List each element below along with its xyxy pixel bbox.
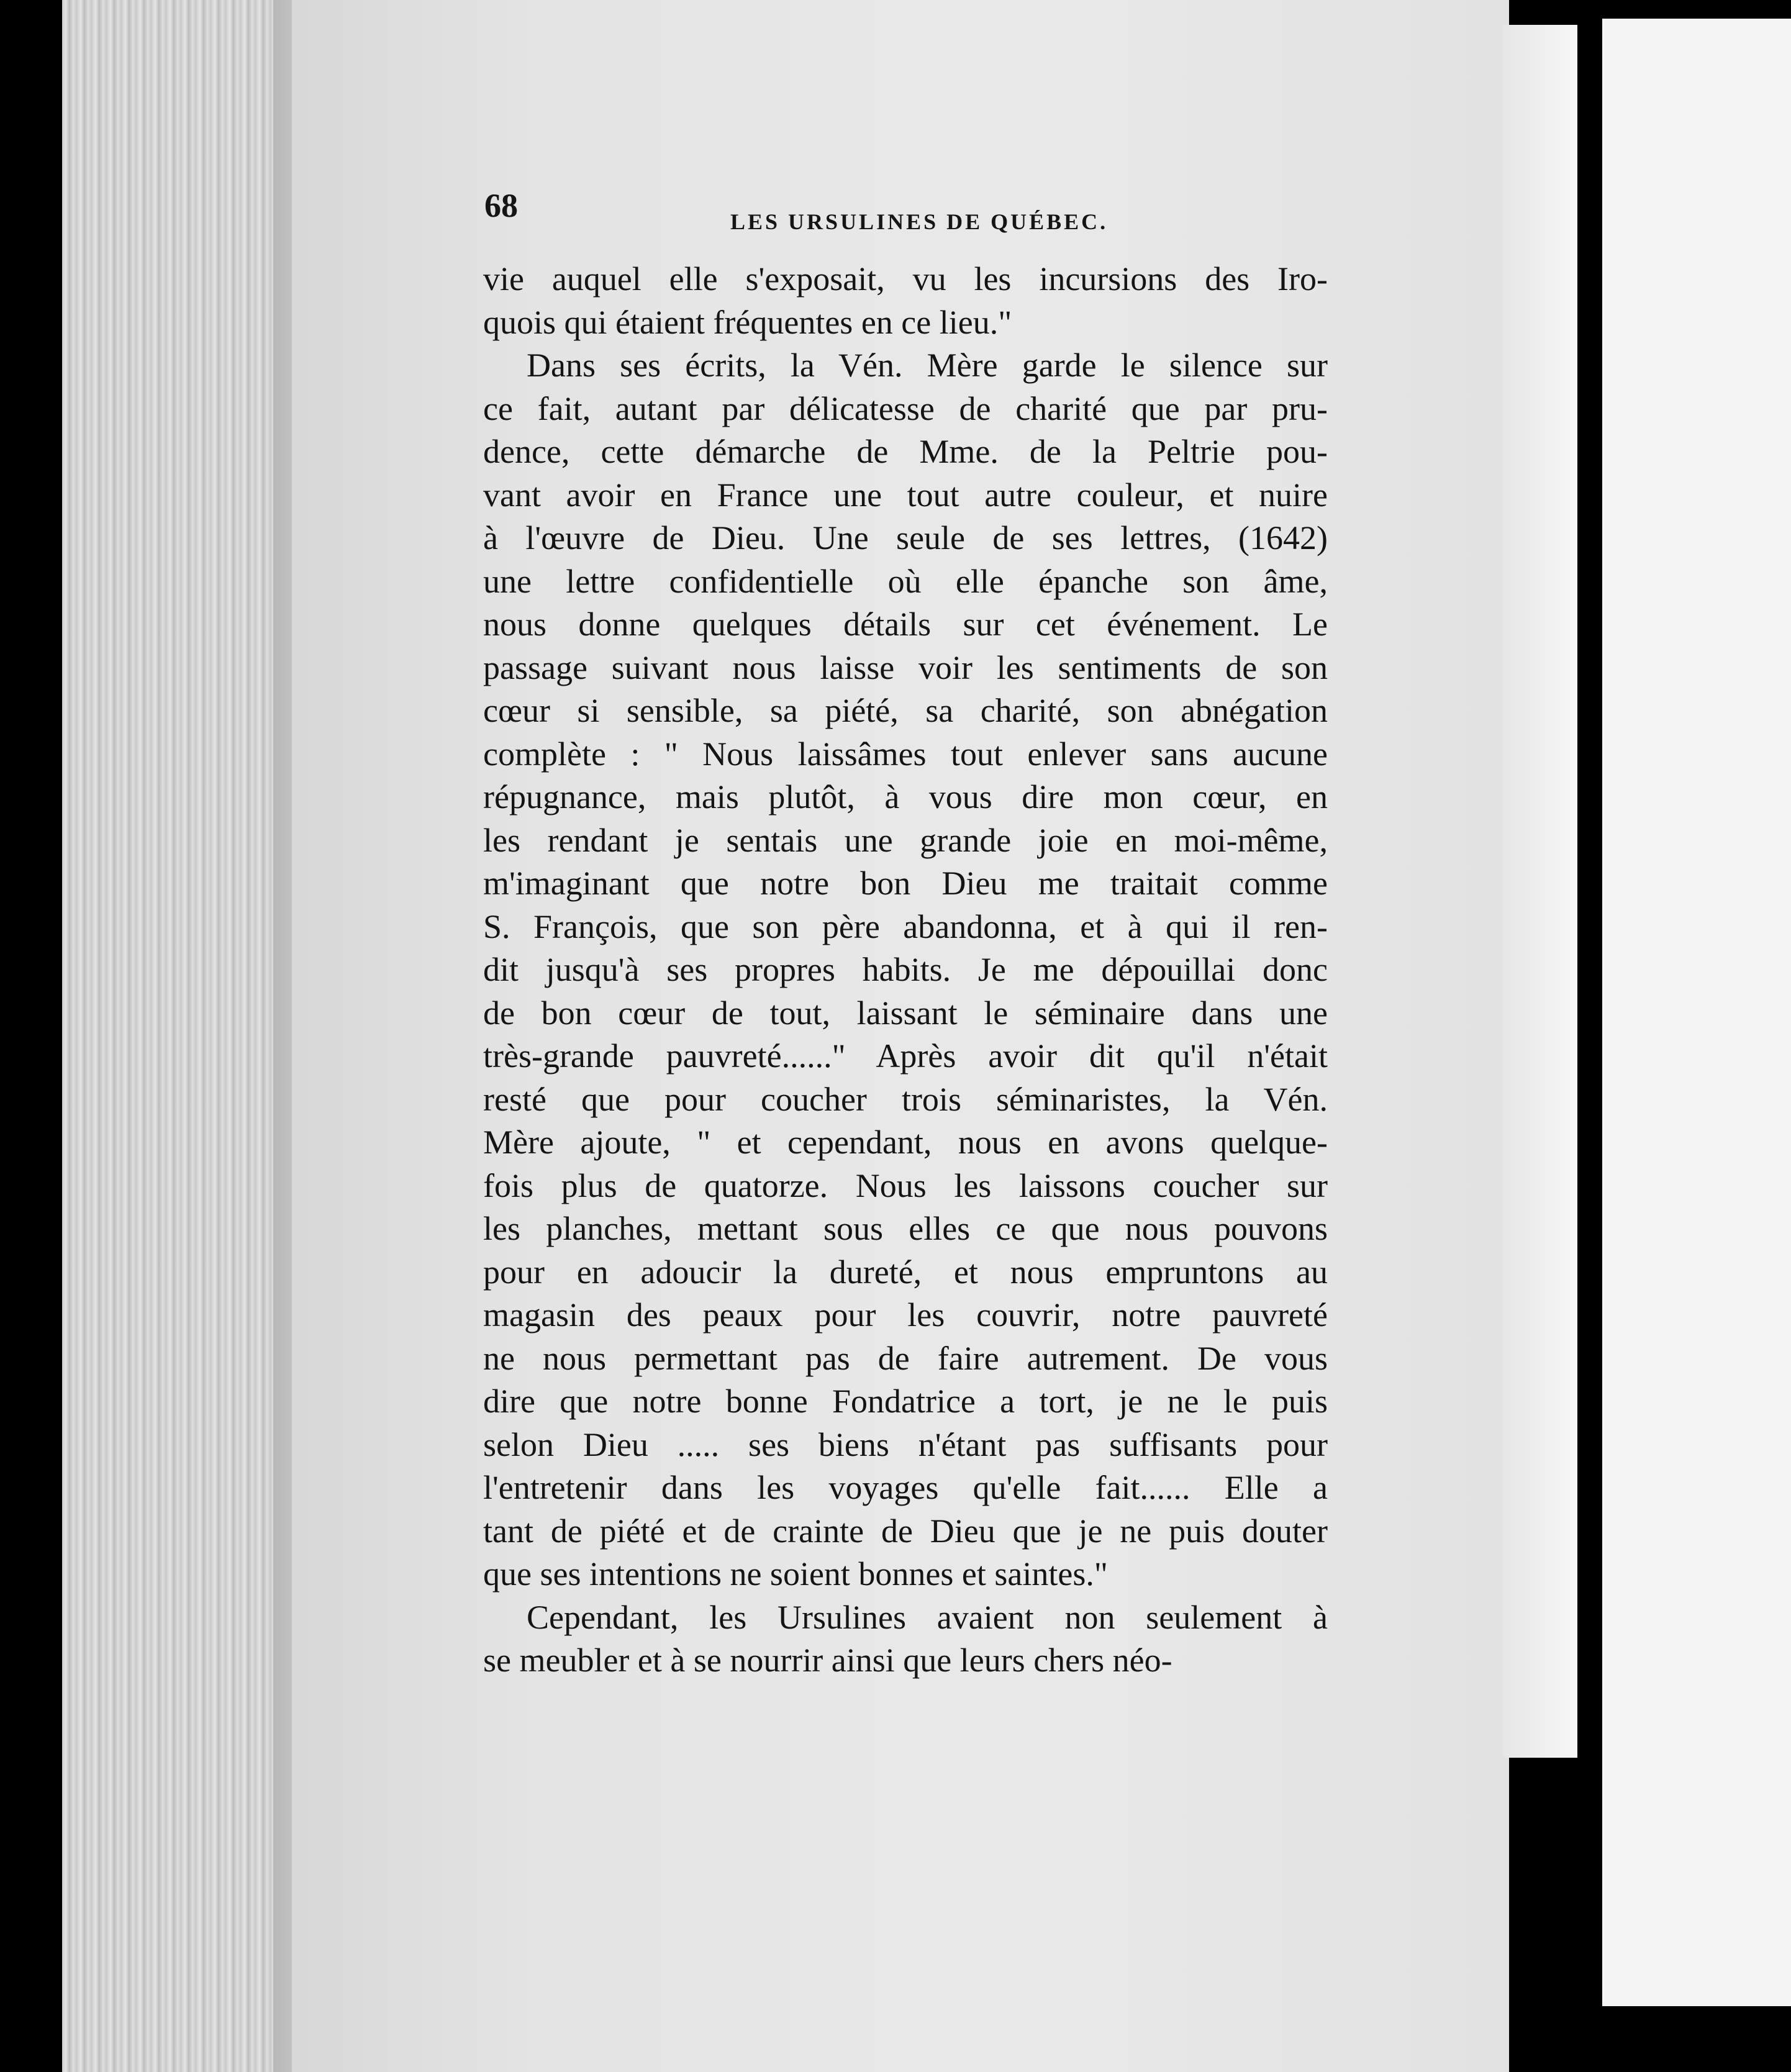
text-line: de bon cœur de tout, laissant le séminaire dans une [483,994,1328,1032]
text-line-content: Cependant, les Ursulines avaient non seulement à [527,1598,1328,1636]
text-line: à l'œuvre de Dieu. Une seule de ses lettres, (1642) [483,519,1328,557]
text-line: complète : " Nous laissâmes tout enlever sans aucune [483,735,1328,773]
running-head [484,186,1341,242]
text-line: ne nous permettant pas de faire autrement. De vous [483,1339,1328,1377]
text-line [483,1596,1328,1640]
text-line: magasin des peaux pour les couvrir, notre pauvreté [483,1296,1328,1334]
text-line: vant avoir en France une tout autre couleur, et nuire [483,476,1328,514]
page-number: 68 [484,187,518,224]
text-line: pour en adoucir la dureté, et nous empruntons au [483,1253,1328,1291]
text-line: très-grande pauvreté......" Après avoir dit qu'il n'était [483,1037,1328,1075]
text-line: tant de piété et de crainte de Dieu que je ne puis douter [483,1512,1328,1550]
text-line: vie auquel elle s'exposait, vu les incursions des Iro- [483,260,1328,298]
text-line: m'imaginant que notre bon Dieu me traitait comme [483,865,1328,902]
text-line: l'entretenir dans les voyages qu'elle fait...... Elle a [483,1469,1328,1506]
page-gutter [1577,0,1602,2072]
running-title: LES URSULINES DE QUÉBEC. [730,209,1109,234]
facing-page [1602,19,1791,2006]
text-line: S. François, que son père abandonna, et à qui il ren- [483,907,1328,945]
text-line: dit jusqu'à ses propres habits. Je me dépouillai donc [483,951,1328,988]
text-line: resté que pour coucher trois séminaristes, la Vén. [483,1080,1328,1118]
page-right-margin [1503,25,1577,1758]
text-line: nous donne quelques détails sur cet événement. Le [483,606,1328,643]
text-line: selon Dieu ..... ses biens n'étant pas suffisants pour [483,1425,1328,1463]
text-line: que ses intentions ne soient bonnes et saintes." [483,1555,1108,1593]
text-line: passage suivant nous laisse voir les sentiments de son [483,648,1328,686]
paragraph [483,344,1328,1596]
text-line: les rendant je sentais une grande joie en moi-même, [483,821,1328,859]
text-line: les planches, mettant sous elles ce que nous pouvons [483,1210,1328,1247]
text-line [483,344,1328,388]
text-line: se meubler et à se nourrir ainsi que leurs chers néo- [483,1642,1172,1679]
text-line: répugnance, mais plutôt, à vous dire mon cœur, en [483,778,1328,816]
text-line: ce fait, autant par délicatesse de charité que par pru- [483,389,1328,427]
text-line: dence, cette démarche de Mme. de la Peltrie pou- [483,433,1328,470]
page-edges [62,0,286,2072]
body-text [483,258,1328,1683]
paragraph [483,258,1328,344]
text-line: quois qui étaient fréquentes en ce lieu." [483,303,1012,341]
text-line: dire que notre bonne Fondatrice a tort, je ne le puis [483,1383,1328,1420]
text-line: fois plus de quatorze. Nous les laissons coucher sur [483,1166,1328,1204]
text-line: cœur si sensible, sa piété, sa charité, son abnégation [483,692,1328,729]
text-line: Mère ajoute, " et cependant, nous en avons quelque- [483,1124,1328,1161]
paragraph [483,1596,1328,1683]
text-line-content: Dans ses écrits, la Vén. Mère garde le silence sur [527,347,1328,384]
text-line: une lettre confidentielle où elle épanche son âme, [483,562,1328,600]
